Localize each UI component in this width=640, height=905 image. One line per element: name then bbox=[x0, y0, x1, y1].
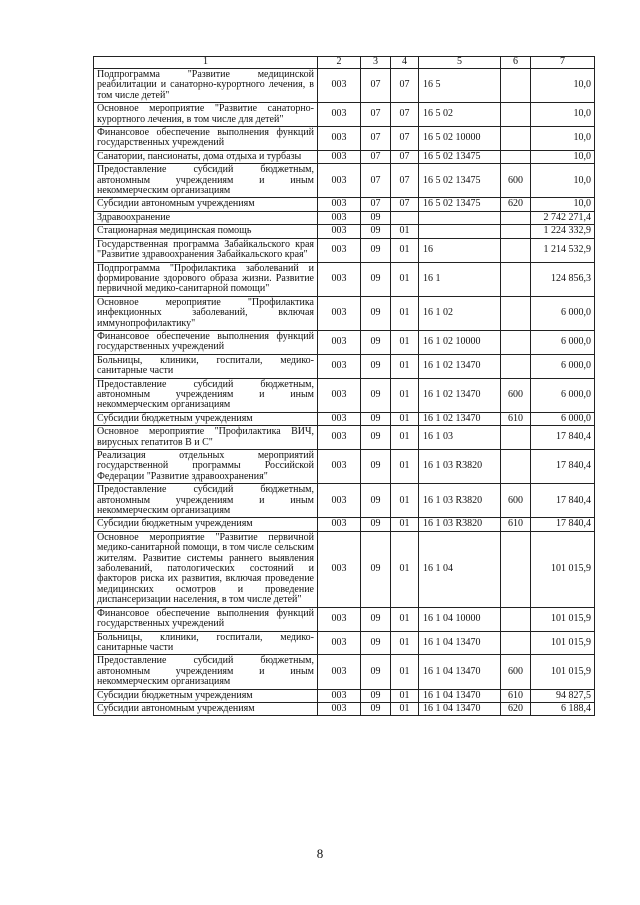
row-name-cell: Основное мероприятие "Развитие санаторно-курортного лечения, в том числе для детей" bbox=[94, 103, 318, 127]
row-name-cell: Основное мероприятие "Развитие первичной медико-санитарной помощи, в том числе сельским жителям. Развитие системы раннего выявления заболеваний, патологических состояний и факторов риска их развития, включая проведение медицинских осмотров и проведение диспансеризации населения, в том числе детей" bbox=[94, 531, 318, 607]
row-target-item-cell: 16 5 02 13475 bbox=[419, 150, 501, 163]
row-amount-cell: 10,0 bbox=[531, 127, 595, 151]
row-target-item-cell: 16 1 03 R3820 bbox=[419, 518, 501, 531]
row-amount-cell: 17 840,4 bbox=[531, 450, 595, 484]
row-name-cell: Субсидии автономным учреждениям bbox=[94, 702, 318, 715]
row-section-cell: 07 bbox=[361, 127, 391, 151]
row-amount-cell: 10,0 bbox=[531, 103, 595, 127]
row-name-cell: Субсидии бюджетным учреждениям bbox=[94, 518, 318, 531]
row-target-item-cell: 16 1 03 R3820 bbox=[419, 484, 501, 518]
row-name-cell: Субсидии бюджетным учреждениям bbox=[94, 412, 318, 425]
table-row bbox=[94, 238, 595, 262]
row-amount-cell: 6 000,0 bbox=[531, 296, 595, 330]
row-target-item-cell: 16 1 04 13470 bbox=[419, 631, 501, 655]
row-subsection-cell: 07 bbox=[391, 103, 419, 127]
row-target-item-cell: 16 1 02 13470 bbox=[419, 378, 501, 412]
column-header: 7 bbox=[531, 57, 595, 69]
row-subsection-cell: 01 bbox=[391, 518, 419, 531]
row-section-cell: 09 bbox=[361, 531, 391, 607]
row-section-cell: 09 bbox=[361, 262, 391, 296]
row-amount-cell: 101 015,9 bbox=[531, 531, 595, 607]
table-row bbox=[94, 655, 595, 689]
row-subsection-cell: 01 bbox=[391, 531, 419, 607]
row-code-cell: 003 bbox=[318, 450, 361, 484]
column-header: 5 bbox=[419, 57, 501, 69]
table-row bbox=[94, 127, 595, 151]
row-amount-cell: 1 224 332,9 bbox=[531, 225, 595, 238]
row-expense-type-cell: 600 bbox=[501, 164, 531, 198]
row-amount-cell: 6 188,4 bbox=[531, 702, 595, 715]
row-section-cell: 09 bbox=[361, 607, 391, 631]
row-section-cell: 09 bbox=[361, 330, 391, 354]
row-code-cell: 003 bbox=[318, 225, 361, 238]
row-code-cell: 003 bbox=[318, 164, 361, 198]
row-expense-type-cell: 610 bbox=[501, 518, 531, 531]
row-name-cell: Субсидии автономным учреждениям bbox=[94, 198, 318, 211]
row-target-item-cell bbox=[419, 225, 501, 238]
row-expense-type-cell: 620 bbox=[501, 702, 531, 715]
row-name-cell: Основное мероприятие "Профилактика инфекционных заболеваний, включая иммунопрофилактику" bbox=[94, 296, 318, 330]
row-subsection-cell: 01 bbox=[391, 238, 419, 262]
column-header: 2 bbox=[318, 57, 361, 69]
row-section-cell: 09 bbox=[361, 518, 391, 531]
row-name-cell: Стационарная медицинская помощь bbox=[94, 225, 318, 238]
row-subsection-cell: 01 bbox=[391, 296, 419, 330]
row-expense-type-cell bbox=[501, 426, 531, 450]
row-subsection-cell: 01 bbox=[391, 631, 419, 655]
row-code-cell: 003 bbox=[318, 103, 361, 127]
row-target-item-cell: 16 1 02 bbox=[419, 296, 501, 330]
row-name-cell: Предоставление субсидий бюджетным, автономным учреждениям и иным некоммерческим организациям bbox=[94, 378, 318, 412]
row-amount-cell: 94 827,5 bbox=[531, 689, 595, 702]
row-subsection-cell: 01 bbox=[391, 412, 419, 425]
row-name-cell: Финансовое обеспечение выполнения функций государственных учреждений bbox=[94, 330, 318, 354]
column-header: 4 bbox=[391, 57, 419, 69]
row-target-item-cell: 16 5 02 13475 bbox=[419, 198, 501, 211]
row-subsection-cell: 01 bbox=[391, 607, 419, 631]
row-code-cell: 003 bbox=[318, 426, 361, 450]
row-expense-type-cell: 600 bbox=[501, 378, 531, 412]
table-row bbox=[94, 262, 595, 296]
row-target-item-cell: 16 5 02 13475 bbox=[419, 164, 501, 198]
row-code-cell: 003 bbox=[318, 378, 361, 412]
row-expense-type-cell bbox=[501, 150, 531, 163]
row-name-cell: Государственная программа Забайкальского края "Развитие здравоохранения Забайкальского края" bbox=[94, 238, 318, 262]
column-header: 6 bbox=[501, 57, 531, 69]
row-name-cell: Санатории, пансионаты, дома отдыха и турбазы bbox=[94, 150, 318, 163]
row-name-cell: Основное мероприятие "Профилактика ВИЧ, вирусных гепатитов В и С" bbox=[94, 426, 318, 450]
row-section-cell: 07 bbox=[361, 150, 391, 163]
row-subsection-cell: 01 bbox=[391, 262, 419, 296]
row-amount-cell: 6 000,0 bbox=[531, 378, 595, 412]
row-amount-cell: 101 015,9 bbox=[531, 631, 595, 655]
row-expense-type-cell: 600 bbox=[501, 655, 531, 689]
row-target-item-cell: 16 5 02 10000 bbox=[419, 127, 501, 151]
row-subsection-cell: 01 bbox=[391, 426, 419, 450]
row-code-cell: 003 bbox=[318, 296, 361, 330]
row-amount-cell: 10,0 bbox=[531, 198, 595, 211]
row-section-cell: 07 bbox=[361, 198, 391, 211]
row-target-item-cell: 16 1 04 13470 bbox=[419, 702, 501, 715]
row-subsection-cell: 01 bbox=[391, 354, 419, 378]
row-expense-type-cell bbox=[501, 330, 531, 354]
row-expense-type-cell bbox=[501, 262, 531, 296]
row-name-cell: Предоставление субсидий бюджетным, автономным учреждениям и иным некоммерческим организациям bbox=[94, 164, 318, 198]
table-row bbox=[94, 354, 595, 378]
row-expense-type-cell bbox=[501, 296, 531, 330]
row-expense-type-cell bbox=[501, 211, 531, 224]
row-amount-cell: 10,0 bbox=[531, 69, 595, 103]
row-name-cell: Здравоохранение bbox=[94, 211, 318, 224]
table-row bbox=[94, 164, 595, 198]
row-code-cell: 003 bbox=[318, 69, 361, 103]
row-section-cell: 09 bbox=[361, 238, 391, 262]
row-code-cell: 003 bbox=[318, 484, 361, 518]
row-subsection-cell: 01 bbox=[391, 689, 419, 702]
row-code-cell: 003 bbox=[318, 354, 361, 378]
row-section-cell: 09 bbox=[361, 450, 391, 484]
row-code-cell: 003 bbox=[318, 211, 361, 224]
table-row bbox=[94, 198, 595, 211]
row-subsection-cell bbox=[391, 211, 419, 224]
row-name-cell: Субсидии бюджетным учреждениям bbox=[94, 689, 318, 702]
row-expense-type-cell bbox=[501, 354, 531, 378]
row-amount-cell: 101 015,9 bbox=[531, 607, 595, 631]
row-target-item-cell: 16 1 04 13470 bbox=[419, 655, 501, 689]
column-header: 3 bbox=[361, 57, 391, 69]
row-subsection-cell: 01 bbox=[391, 225, 419, 238]
row-amount-cell: 17 840,4 bbox=[531, 518, 595, 531]
table-row bbox=[94, 150, 595, 163]
table-row bbox=[94, 426, 595, 450]
row-subsection-cell: 07 bbox=[391, 69, 419, 103]
row-section-cell: 09 bbox=[361, 211, 391, 224]
table-row bbox=[94, 225, 595, 238]
table-row bbox=[94, 330, 595, 354]
row-name-cell: Реализация отдельных мероприятий государственной программы Российской Федерации "Развитие здравоохранения" bbox=[94, 450, 318, 484]
row-expense-type-cell bbox=[501, 607, 531, 631]
table-row bbox=[94, 702, 595, 715]
row-target-item-cell: 16 bbox=[419, 238, 501, 262]
row-section-cell: 07 bbox=[361, 103, 391, 127]
row-expense-type-cell bbox=[501, 127, 531, 151]
row-amount-cell: 124 856,3 bbox=[531, 262, 595, 296]
row-subsection-cell: 01 bbox=[391, 330, 419, 354]
table-row bbox=[94, 450, 595, 484]
row-amount-cell: 6 000,0 bbox=[531, 412, 595, 425]
row-target-item-cell: 16 1 04 13470 bbox=[419, 689, 501, 702]
row-name-cell: Финансовое обеспечение выполнения функций государственных учреждений bbox=[94, 127, 318, 151]
row-name-cell: Больницы, клиники, госпитали, медико-санитарные части bbox=[94, 631, 318, 655]
row-section-cell: 09 bbox=[361, 378, 391, 412]
table-row bbox=[94, 103, 595, 127]
row-target-item-cell: 16 1 04 bbox=[419, 531, 501, 607]
row-subsection-cell: 07 bbox=[391, 198, 419, 211]
row-expense-type-cell bbox=[501, 103, 531, 127]
row-section-cell: 07 bbox=[361, 164, 391, 198]
row-expense-type-cell: 600 bbox=[501, 484, 531, 518]
row-code-cell: 003 bbox=[318, 531, 361, 607]
row-expense-type-cell bbox=[501, 225, 531, 238]
row-expense-type-cell bbox=[501, 69, 531, 103]
row-target-item-cell: 16 1 03 bbox=[419, 426, 501, 450]
row-code-cell: 003 bbox=[318, 607, 361, 631]
row-subsection-cell: 07 bbox=[391, 150, 419, 163]
row-name-cell: Подпрограмма "Развитие медицинской реабилитации и санаторно-курортного лечения, в том числе детей" bbox=[94, 69, 318, 103]
row-section-cell: 09 bbox=[361, 655, 391, 689]
row-code-cell: 003 bbox=[318, 198, 361, 211]
row-subsection-cell: 01 bbox=[391, 378, 419, 412]
row-expense-type-cell bbox=[501, 450, 531, 484]
row-expense-type-cell bbox=[501, 631, 531, 655]
row-code-cell: 003 bbox=[318, 518, 361, 531]
row-expense-type-cell: 610 bbox=[501, 412, 531, 425]
row-section-cell: 09 bbox=[361, 631, 391, 655]
row-target-item-cell: 16 1 04 10000 bbox=[419, 607, 501, 631]
row-amount-cell: 10,0 bbox=[531, 150, 595, 163]
row-subsection-cell: 07 bbox=[391, 164, 419, 198]
page-number: 8 bbox=[316, 846, 324, 861]
table-row bbox=[94, 378, 595, 412]
row-amount-cell: 6 000,0 bbox=[531, 354, 595, 378]
row-subsection-cell: 01 bbox=[391, 484, 419, 518]
budget-table bbox=[93, 56, 595, 716]
row-code-cell: 003 bbox=[318, 330, 361, 354]
header-row bbox=[94, 57, 595, 69]
row-target-item-cell: 16 5 02 bbox=[419, 103, 501, 127]
row-target-item-cell: 16 1 02 10000 bbox=[419, 330, 501, 354]
row-target-item-cell bbox=[419, 211, 501, 224]
row-name-cell: Финансовое обеспечение выполнения функций государственных учреждений bbox=[94, 607, 318, 631]
row-target-item-cell: 16 5 bbox=[419, 69, 501, 103]
row-amount-cell: 17 840,4 bbox=[531, 484, 595, 518]
row-section-cell: 07 bbox=[361, 69, 391, 103]
row-name-cell: Предоставление субсидий бюджетным, автономным учреждениям и иным некоммерческим организациям bbox=[94, 655, 318, 689]
row-code-cell: 003 bbox=[318, 631, 361, 655]
table-row bbox=[94, 531, 595, 607]
row-expense-type-cell: 620 bbox=[501, 198, 531, 211]
row-code-cell: 003 bbox=[318, 127, 361, 151]
row-code-cell: 003 bbox=[318, 412, 361, 425]
row-code-cell: 003 bbox=[318, 262, 361, 296]
table-row bbox=[94, 296, 595, 330]
row-amount-cell: 101 015,9 bbox=[531, 655, 595, 689]
table-row bbox=[94, 518, 595, 531]
row-code-cell: 003 bbox=[318, 702, 361, 715]
row-target-item-cell: 16 1 02 13470 bbox=[419, 412, 501, 425]
row-amount-cell: 17 840,4 bbox=[531, 426, 595, 450]
row-target-item-cell: 16 1 02 13470 bbox=[419, 354, 501, 378]
row-expense-type-cell: 610 bbox=[501, 689, 531, 702]
budget-table-sheet bbox=[93, 56, 594, 716]
row-section-cell: 09 bbox=[361, 412, 391, 425]
row-amount-cell: 10,0 bbox=[531, 164, 595, 198]
column-header: 1 bbox=[94, 57, 318, 69]
row-amount-cell: 2 742 271,4 bbox=[531, 211, 595, 224]
row-code-cell: 003 bbox=[318, 150, 361, 163]
row-subsection-cell: 01 bbox=[391, 655, 419, 689]
row-target-item-cell: 16 1 03 R3820 bbox=[419, 450, 501, 484]
row-amount-cell: 1 214 532,9 bbox=[531, 238, 595, 262]
table-row bbox=[94, 69, 595, 103]
table-row bbox=[94, 484, 595, 518]
row-amount-cell: 6 000,0 bbox=[531, 330, 595, 354]
row-code-cell: 003 bbox=[318, 689, 361, 702]
row-section-cell: 09 bbox=[361, 354, 391, 378]
row-code-cell: 003 bbox=[318, 655, 361, 689]
table-row bbox=[94, 631, 595, 655]
row-section-cell: 09 bbox=[361, 426, 391, 450]
row-name-cell: Подпрограмма "Профилактика заболеваний и формирование здорового образа жизни. Развитие первичной медико-санитарной помощи" bbox=[94, 262, 318, 296]
row-expense-type-cell bbox=[501, 531, 531, 607]
row-subsection-cell: 01 bbox=[391, 450, 419, 484]
row-subsection-cell: 07 bbox=[391, 127, 419, 151]
row-subsection-cell: 01 bbox=[391, 702, 419, 715]
row-name-cell: Предоставление субсидий бюджетным, автономным учреждениям и иным некоммерческим организациям bbox=[94, 484, 318, 518]
table-row bbox=[94, 607, 595, 631]
table-row bbox=[94, 211, 595, 224]
row-section-cell: 09 bbox=[361, 296, 391, 330]
row-section-cell: 09 bbox=[361, 484, 391, 518]
table-body bbox=[94, 69, 595, 716]
table-row bbox=[94, 689, 595, 702]
row-expense-type-cell bbox=[501, 238, 531, 262]
row-name-cell: Больницы, клиники, госпитали, медико-санитарные части bbox=[94, 354, 318, 378]
row-section-cell: 09 bbox=[361, 689, 391, 702]
row-section-cell: 09 bbox=[361, 702, 391, 715]
row-code-cell: 003 bbox=[318, 238, 361, 262]
row-target-item-cell: 16 1 bbox=[419, 262, 501, 296]
row-section-cell: 09 bbox=[361, 225, 391, 238]
table-row bbox=[94, 412, 595, 425]
